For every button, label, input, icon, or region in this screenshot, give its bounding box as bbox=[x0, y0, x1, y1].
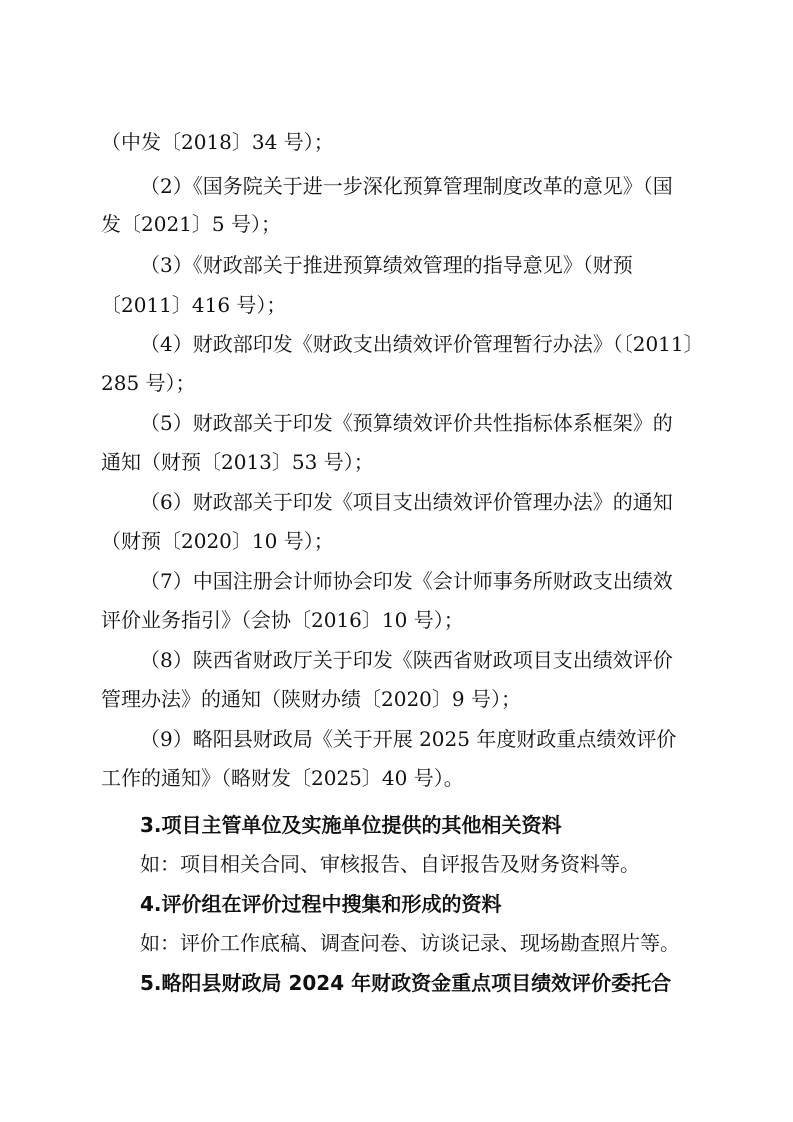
text-line: （中发〔2018〕34 号）； bbox=[101, 130, 334, 154]
text-line: 如：项目相关合同、审核报告、自评报告及财务资料等。 bbox=[140, 852, 640, 876]
text-line: 评价业务指引》（会协〔2016〕10 号）； bbox=[101, 608, 464, 632]
text-line: 管理办法》的通知（陕财办绩〔2020〕9 号）； bbox=[101, 687, 521, 711]
text-line: （7）中国注册会计师协会印发《会计师事务所财政支出绩效 bbox=[140, 569, 673, 593]
text-line: （5）财政部关于印发《预算绩效评价共性指标体系框架》的 bbox=[140, 411, 673, 435]
section-heading: 5.略阳县财政局 2024 年财政资金重点项目绩效评价委托合 bbox=[140, 971, 672, 995]
text-line: 如：评价工作底稿、调查问卷、访谈记录、现场勘查照片等。 bbox=[140, 931, 680, 955]
section-heading: 3.项目主管单位及实施单位提供的其他相关资料 bbox=[140, 813, 562, 837]
text-line: 工作的通知》（略财发〔2025〕40 号）。 bbox=[101, 766, 464, 790]
text-line: （3）《财政部关于推进预算绩效管理的指导意见》（财预 bbox=[140, 253, 633, 277]
text-line: （2）《国务院关于进一步深化预算管理制度改革的意见》（国 bbox=[140, 174, 673, 198]
text-line: （6）财政部关于印发《项目支出绩效评价管理办法》的通知 bbox=[140, 490, 673, 514]
section-heading: 4.评价组在评价过程中搜集和形成的资料 bbox=[140, 892, 502, 916]
text-line: 〔2011〕416 号）； bbox=[101, 293, 287, 317]
text-line: （8）陕西省财政厅关于印发《陕西省财政项目支出绩效评价 bbox=[140, 648, 673, 672]
text-line: 285 号）； bbox=[101, 371, 196, 395]
text-line: （9）略阳县财政局《关于开展 2025 年度财政重点绩效评价 bbox=[140, 727, 677, 751]
text-line: 发〔2021〕5 号）； bbox=[101, 212, 281, 236]
text-line: 通知（财预〔2013〕53 号）； bbox=[101, 450, 374, 474]
text-line: （4）财政部印发《财政支出绩效评价管理暂行办法》（〔2011〕 bbox=[140, 332, 704, 356]
text-line: （财预〔2020〕10 号）； bbox=[101, 529, 334, 553]
